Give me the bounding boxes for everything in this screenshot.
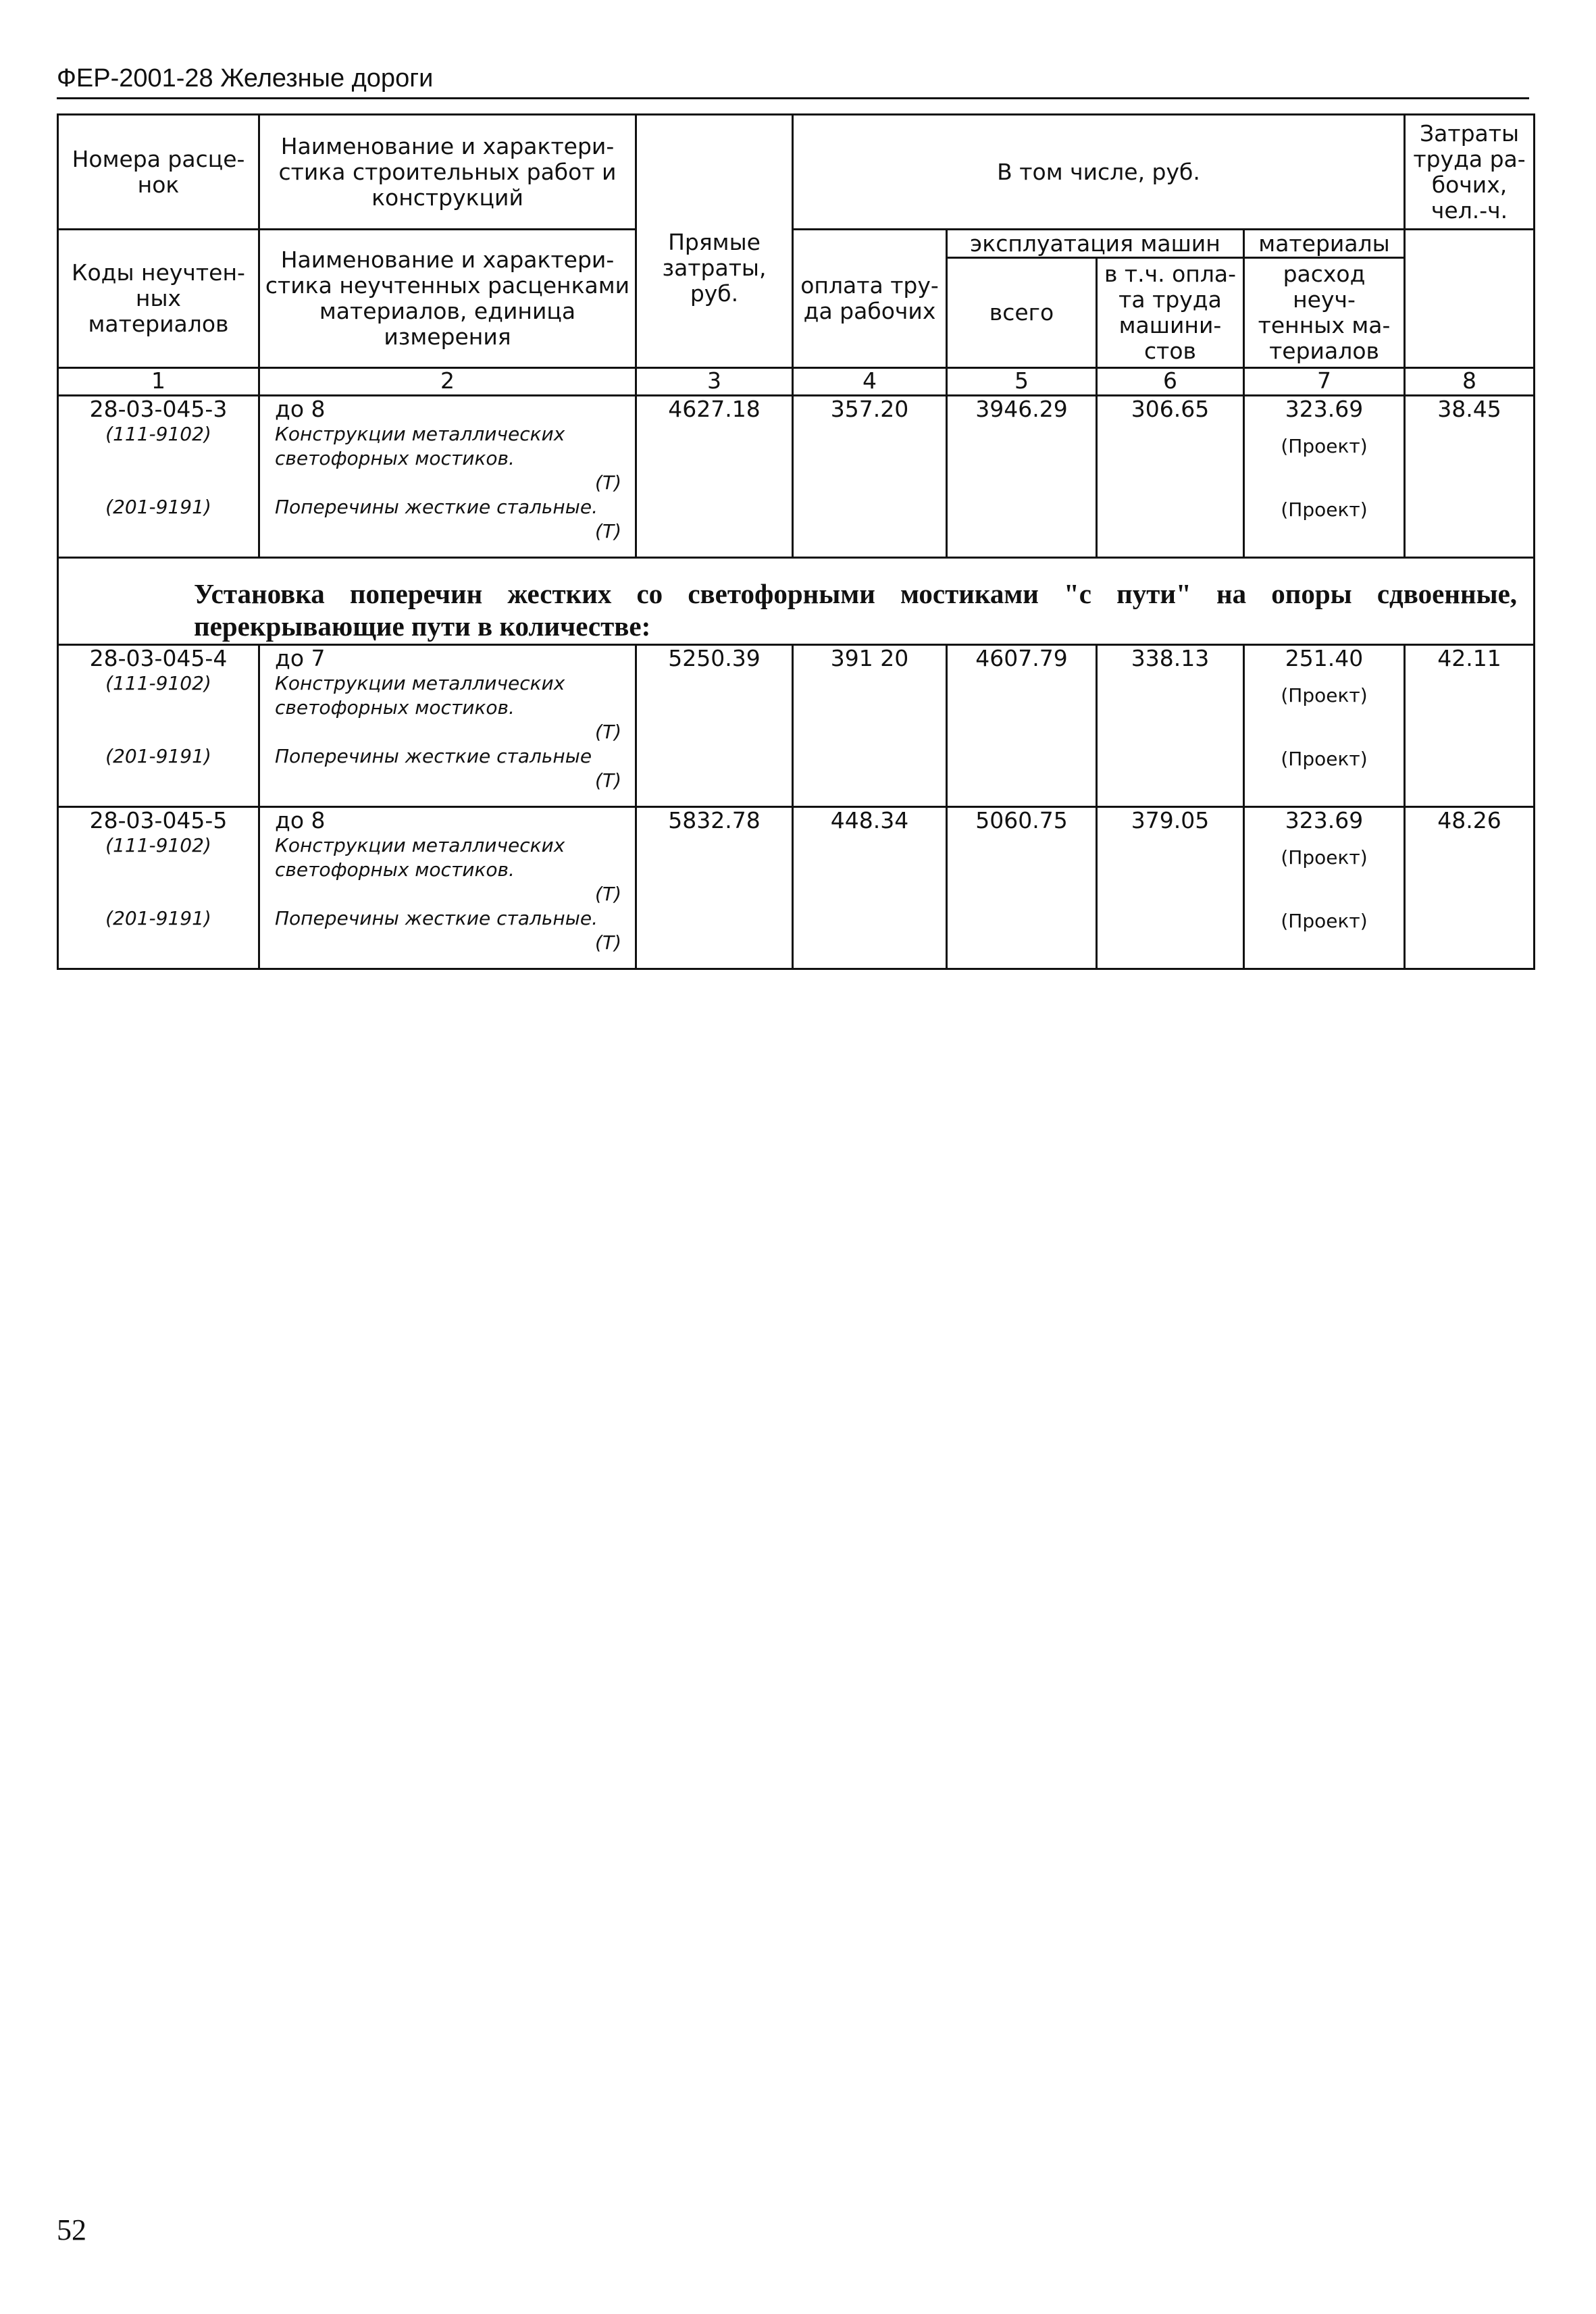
machine-wage-value: 306.65 [1131, 396, 1210, 422]
wage-value: 391 20 [830, 645, 909, 671]
column-number: 4 [793, 368, 947, 396]
column-number-row [58, 368, 1535, 396]
column-number: 1 [58, 368, 259, 396]
material-name: Конструкции металлических светофорных мостиков. [275, 423, 565, 469]
material-name: Конструкции металлических светофорных мостиков. [275, 672, 565, 719]
labor-value: 48.26 [1437, 807, 1501, 833]
rate-name-cell [259, 645, 636, 807]
materials-value: 323.69 [1285, 396, 1364, 422]
material-note: (Проект) [1281, 748, 1368, 770]
header-machine-total: всего [947, 258, 1097, 368]
material-name: Конструкции металлических светофорных мостиков. [275, 834, 565, 881]
section-title: Установка поперечин жестких со светофорными мостиками "с пути" на опоры сдвоенные, перекрывающие пути в количестве: [58, 558, 1535, 645]
column-number: 8 [1405, 368, 1535, 396]
material-name: Поперечины жесткие стальные. [275, 907, 598, 929]
header-materials-group: материалы [1244, 230, 1405, 258]
header-code-bottom: Коды неучтен- ных материалов [58, 230, 259, 368]
column-number: 6 [1097, 368, 1244, 396]
material-code: (111-9102) [105, 672, 211, 694]
rate-name: до 8 [275, 396, 326, 422]
direct-cost-value: 4627.18 [668, 396, 761, 422]
material-note: (Проект) [1281, 498, 1368, 521]
material-note: (Проект) [1281, 684, 1368, 706]
material-code: (111-9102) [105, 423, 211, 445]
material-code: (201-9191) [105, 745, 211, 767]
header-wage: оплата тру- да рабочих [793, 230, 947, 368]
table-row [58, 396, 1535, 558]
labor-value: 38.45 [1437, 396, 1501, 422]
labor-value: 42.11 [1437, 645, 1501, 671]
wage-value: 448.34 [830, 807, 909, 833]
machine-total-value: 4607.79 [975, 645, 1068, 671]
header-direct-cost: Прямые затраты, руб. [636, 230, 793, 368]
rate-name-cell [259, 807, 636, 969]
header-code-top: Номера расце- нок [58, 115, 259, 230]
material-note: (Проект) [1281, 435, 1368, 457]
rates-table [57, 113, 1535, 970]
header-direct-cost-top [636, 115, 793, 230]
header-labor-empty [1405, 230, 1535, 368]
rate-code-cell [58, 396, 259, 558]
header-name-top: Наименование и характери- стика строительных работ и конструкций [259, 115, 636, 230]
rate-name: до 8 [275, 807, 326, 833]
material-code: (111-9102) [105, 834, 211, 856]
header-machine-group: эксплуатация машин [947, 230, 1244, 258]
direct-cost-value: 5250.39 [668, 645, 761, 671]
material-unit: (Т) [595, 471, 621, 494]
machine-total-value: 5060.75 [975, 807, 1068, 833]
material-name: Поперечины жесткие стальные. [275, 496, 598, 518]
material-name: Поперечины жесткие стальные [275, 745, 592, 767]
machine-wage-value: 338.13 [1131, 645, 1210, 671]
wage-value: 357.20 [830, 396, 909, 422]
material-unit: (Т) [595, 520, 621, 542]
column-number: 5 [947, 368, 1097, 396]
machine-wage-value: 379.05 [1131, 807, 1210, 833]
column-number: 2 [259, 368, 636, 396]
rate-code-cell [58, 807, 259, 969]
material-unit: (Т) [595, 721, 621, 743]
material-code: (201-9191) [105, 496, 211, 518]
header-machine-wage: в т.ч. опла- та труда машини- стов [1097, 258, 1244, 368]
header-including: В том числе, руб. [793, 115, 1405, 230]
rate-code: 28-03-045-5 [89, 807, 228, 833]
material-unit: (Т) [595, 883, 621, 905]
header-name-bottom: Наименование и характери- стика неучтенных расценками материалов, единица измерения [259, 230, 636, 368]
materials-value: 251.40 [1285, 645, 1364, 671]
rate-code: 28-03-045-3 [89, 396, 228, 422]
table-row [58, 807, 1535, 969]
page-number: 52 [57, 2213, 86, 2246]
rate-code-cell [58, 645, 259, 807]
rate-name-cell [259, 396, 636, 558]
material-note: (Проект) [1281, 910, 1368, 932]
header-labor-cost: Затраты труда ра- бочих, чел.-ч. [1405, 115, 1535, 230]
material-code: (201-9191) [105, 907, 211, 929]
material-unit: (Т) [595, 769, 621, 792]
machine-total-value: 3946.29 [975, 396, 1068, 422]
column-number: 7 [1244, 368, 1405, 396]
rate-code: 28-03-045-4 [89, 645, 228, 671]
materials-value: 323.69 [1285, 807, 1364, 833]
running-header: ФЕР-2001-28 Железные дороги [57, 62, 1529, 99]
column-number: 3 [636, 368, 793, 396]
material-note: (Проект) [1281, 846, 1368, 869]
material-unit: (Т) [595, 931, 621, 954]
table-row [58, 645, 1535, 807]
rate-name: до 7 [275, 645, 326, 671]
direct-cost-value: 5832.78 [668, 807, 761, 833]
header-materials-unaccounted: расход неуч- тенных ма- териалов [1244, 258, 1405, 368]
